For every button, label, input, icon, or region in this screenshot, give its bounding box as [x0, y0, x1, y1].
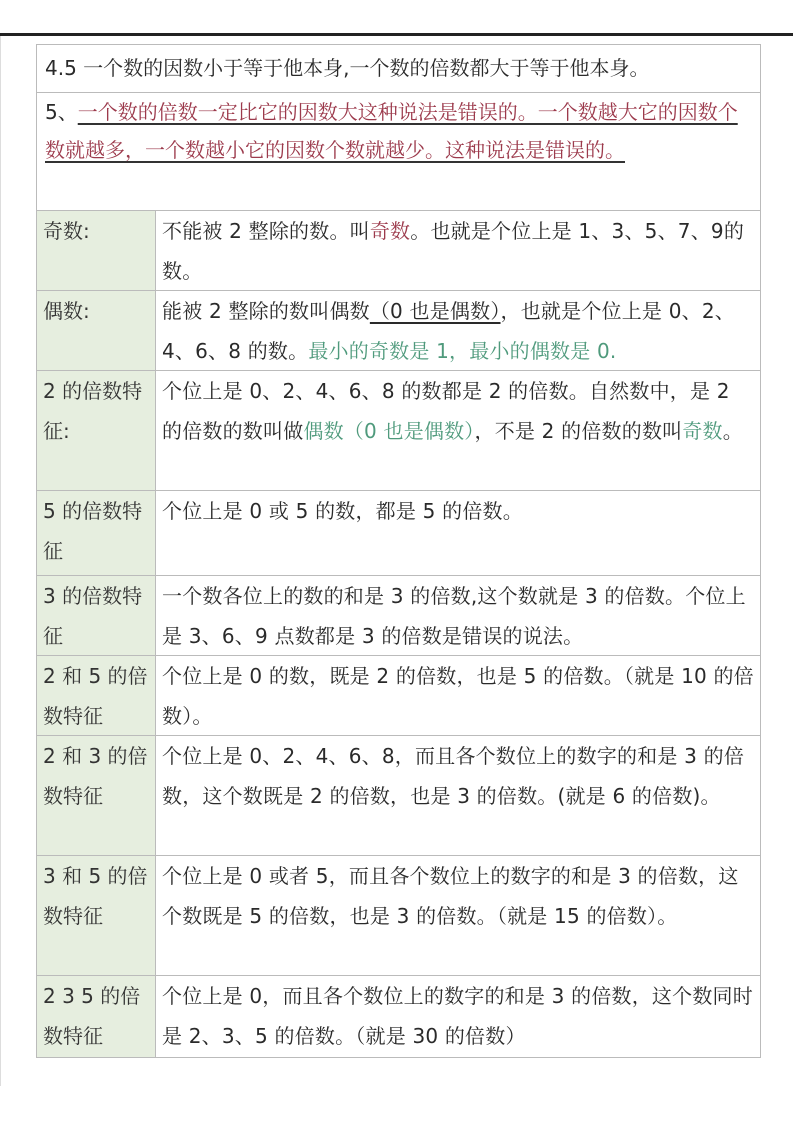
table-row — [37, 45, 761, 93]
highlight-redu: 一个数的倍数一定比它的因数大这种说法是错误的。一个数越大它的因数个数就越多，一个数越小它的因数个数就越少。这种说法是错误的。 — [45, 100, 738, 162]
highlight-green: 最小的奇数是 1，最小的偶数是 0. — [308, 339, 617, 363]
row-label: 2 3 5 的倍数特征 — [37, 976, 156, 1057]
row-content — [156, 656, 761, 735]
text-segment: 个位上是 0、2、4、6、8，而且各个数位上的数字的和是 3 的倍数，这个数既是 2 的倍数，也是 3 的倍数。(就是 6 的倍数)。 — [162, 744, 745, 808]
highlight-green: 偶数（0 也是偶数） — [303, 419, 475, 443]
highlight-red: 奇数 — [369, 219, 411, 243]
row-label: 2 和 5 的倍数特征 — [37, 656, 156, 735]
text-segment: ，也就是个位上是 0、2、4、6、8 的数。 — [162, 299, 735, 363]
row-label: 奇数: — [37, 211, 156, 290]
text-segment: 5、 — [45, 100, 78, 124]
row-content — [156, 371, 761, 490]
table-row — [37, 291, 761, 371]
highlight-green: 奇数 — [682, 419, 723, 443]
text-segment: 一个数各位上的数的和是 3 的倍数,这个数就是 3 的倍数。个位上是 3、6、9 点数都是 3 的倍数是错误的说法。 — [162, 584, 746, 648]
highlight-u: （0 也是偶数） — [369, 299, 501, 323]
text-segment: 。 — [722, 419, 743, 443]
note-text — [37, 93, 761, 210]
table-row — [37, 736, 761, 856]
row-label: 偶数: — [37, 291, 156, 370]
row-content — [156, 211, 761, 290]
text-segment: 4.5 一个数的因数小于等于他本身,一个数的倍数都大于等于他本身。 — [45, 56, 650, 80]
text-segment: 。也就是个位上是 1、3、5、7、9的数。 — [162, 219, 745, 283]
row-content — [156, 976, 761, 1057]
table-row — [37, 211, 761, 291]
row-content — [156, 576, 761, 655]
left-margin-line — [0, 36, 1, 1086]
notes-table — [36, 44, 761, 1058]
row-content — [156, 491, 761, 575]
table-row — [37, 491, 761, 576]
top-rule — [0, 33, 793, 36]
text-segment: ，不是 2 的倍数的数叫 — [474, 419, 683, 443]
text-segment: 个位上是 0 或 5 的数，都是 5 的倍数。 — [162, 499, 523, 523]
row-label: 2 的倍数特征: — [37, 371, 156, 490]
row-label: 3 的倍数特征 — [37, 576, 156, 655]
table-row — [37, 576, 761, 656]
row-label: 2 和 3 的倍数特征 — [37, 736, 156, 855]
text-segment: 个位上是 0，而且各个数位上的数字的和是 3 的倍数，这个数同时是 2、3、5 的倍数。（就是 30 的倍数） — [162, 984, 753, 1048]
text-segment: 个位上是 0、2、4、6、8 的数都是 2 的倍数。自然数中，是 2 的倍数的数叫做 — [162, 379, 730, 443]
row-label: 5 的倍数特征 — [37, 491, 156, 575]
row-content — [156, 736, 761, 855]
row-label: 3 和 5 的倍数特征 — [37, 856, 156, 975]
note-text — [37, 45, 761, 92]
text-segment: 能被 2 整除的数叫偶数 — [162, 299, 370, 323]
text-segment: 个位上是 0 或者 5，而且各个数位上的数字的和是 3 的倍数，这个数既是 5 的倍数，也是 3 的倍数。（就是 15 的倍数）。 — [162, 864, 739, 928]
row-content — [156, 856, 761, 975]
text-segment: 个位上是 0 的数，既是 2 的倍数，也是 5 的倍数。（就是 10 的倍数）。 — [162, 664, 754, 728]
table-row — [37, 371, 761, 491]
row-content — [156, 291, 761, 370]
table-row — [37, 856, 761, 976]
table-row — [37, 656, 761, 736]
table-row — [37, 93, 761, 211]
text-segment: 不能被 2 整除的数。叫 — [162, 219, 370, 243]
table-row — [37, 976, 761, 1058]
